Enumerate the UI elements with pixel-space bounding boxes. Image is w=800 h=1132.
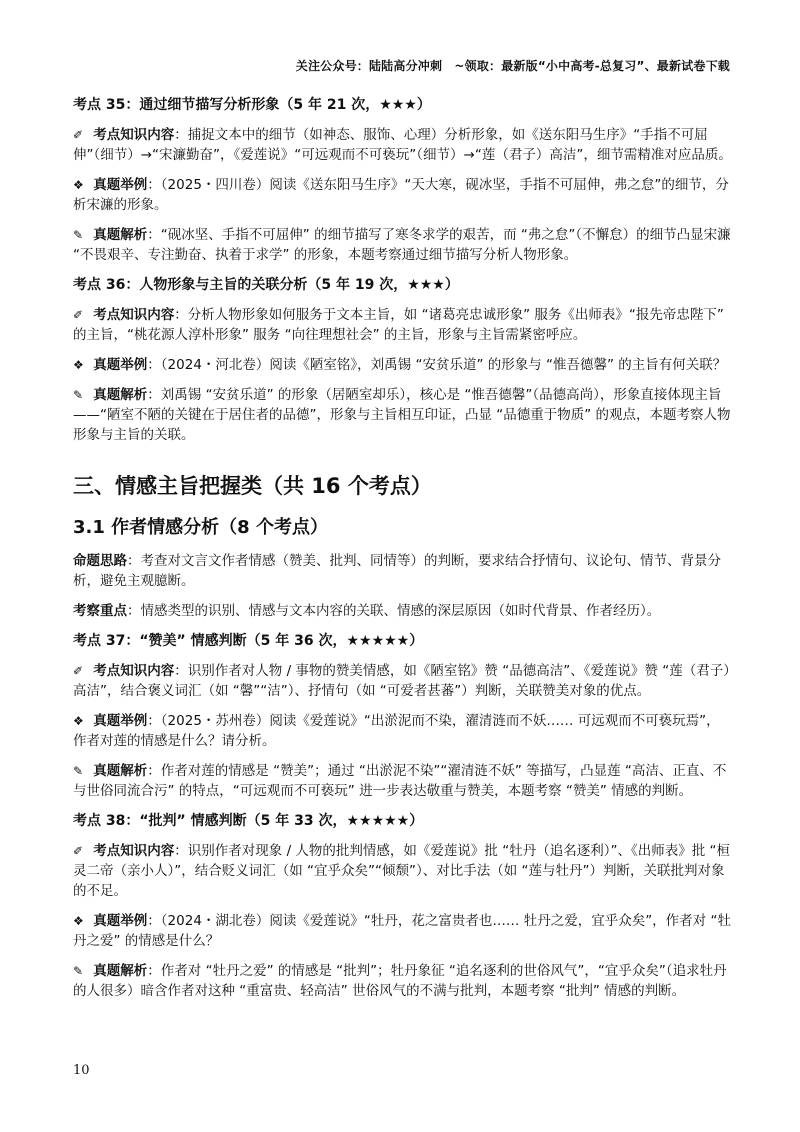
kd38-analysis — [73, 961, 733, 1001]
kd37-analysis — [73, 761, 733, 801]
analysis-text: ：刘禹锡 “安贫乐道” 的形象（居陋室却乐），核心是 “惟吾德馨”（品德高尚），形象直接体现主旨 ——“陋室不陋的关键在于居住者的品德”，形象与主旨相互印证，凸显 “品德重于物质” 的观点，本题考察人物形象与主旨的关联。 — [73, 387, 731, 443]
diamond-icon: ❖ — [73, 714, 84, 728]
example-label: 真题举例 — [93, 357, 148, 373]
example-text: ：（2025・苏州卷）阅读《爱莲说》“出淤泥而不染，濯清涟而不妖…… 可远观而不可亵玩焉”，作者对莲的情感是什么？请分析。 — [73, 713, 720, 749]
kd36-analysis — [73, 385, 733, 445]
focus-text: ：情感类型的识别、情感与文本内容的关联、情感的深层原因（如时代背景、作者经历）。 — [127, 603, 661, 619]
kd35-knowledge — [73, 125, 733, 165]
kd38-title: 考点 38：“批判” 情感判断（5 年 33 次，★★★★★） — [73, 813, 424, 829]
kd35-analysis — [73, 225, 733, 265]
kd35-title: 考点 35：通过细节描写分析形象（5 年 21 次，★★★） — [73, 97, 431, 113]
pen-icon: ✎ — [73, 228, 84, 242]
kd36-example — [73, 355, 733, 375]
analysis-label: 真题解析 — [93, 963, 148, 979]
analysis-label: 真题解析 — [93, 227, 148, 243]
subsection-heading: 3.1 作者情感分析（8 个考点） — [73, 517, 328, 538]
pen-icon: ✎ — [73, 964, 84, 978]
knowledge-label: 考点知识内容 — [93, 307, 175, 323]
exam-idea — [73, 551, 733, 591]
knowledge-label: 考点知识内容 — [93, 663, 175, 679]
example-text: ：（2024・湖北卷）阅读《爱莲说》“牡丹，花之富贵者也…… 牡丹之爱，宜乎众矣”，作者对 “牡丹之爱” 的情感是什么？ — [73, 913, 731, 949]
page-content — [73, 95, 733, 1011]
knowledge-text: ：识别作者对现象 / 人物的批判情感，如《爱莲说》批 “牡丹（追名逐利）”、《出师表》批 “桓灵二帝（亲小人）”，结合贬义词汇（如 “宜乎众矣”“倾颓”）、对比手法（如 “莲与牡丹”）判断，关联批判对象的不足。 — [73, 843, 730, 899]
analysis-label: 真题解析 — [93, 763, 148, 779]
kd37-knowledge — [73, 661, 733, 701]
knowledge-text: ：识别作者对人物 / 事物的赞美情感，如《陋室铭》赞 “品德高洁”、《爱莲说》赞 “莲（君子）高洁”，结合褒义词汇（如 “馨”“洁”）、抒情句（如 “可爱者甚蕃”）判断，关联赞美对象的优点。 — [73, 663, 730, 699]
kd38-example — [73, 911, 733, 951]
kd36-knowledge — [73, 305, 733, 345]
page-number: 10 — [73, 1063, 90, 1078]
diamond-icon: ❖ — [73, 358, 84, 372]
focus-label: 考察重点 — [73, 603, 127, 619]
analysis-text: ：“砚冰坚、手指不可屈伸” 的细节描写了寒冬求学的艰苦，而 “弗之怠”（不懈怠）的细节凸显宋濂 “不畏艰辛、专注勤奋、执着于求学” 的形象，本题考察通过细节描写分析人物形象。 — [73, 227, 731, 263]
analysis-text: ：作者对 “牡丹之爱” 的情感是 “批判”；牡丹象征 “追名逐利的世俗风气”，“宜乎众矣”（追求牡丹的人很多）暗含作者对这种 “重富贵、轻高洁” 世俗风气的不满与批判，本题考察 “批判” 情感的判断。 — [73, 963, 727, 999]
kd35-example — [73, 175, 733, 215]
analysis-text: ：作者对莲的情感是 “赞美”；通过 “出淤泥不染”“濯清涟不妖” 等描写，凸显莲 “高洁、正直、不与世俗同流合污” 的特点，“可远观而不可亵玩” 进一步表达敬重与赞美，本题考察 “赞美” 情感的判断。 — [73, 763, 727, 799]
diamond-icon: ❖ — [73, 178, 84, 192]
pencil-icon: ✐ — [73, 844, 84, 858]
pen-icon: ✎ — [73, 388, 84, 402]
knowledge-text: ：分析人物形象如何服务于文本主旨，如 “诸葛亮忠诚形象” 服务《出师表》“报先帝忠陛下” 的主旨，“桃花源人淳朴形象” 服务 “向往理想社会” 的主旨，形象与主旨需紧密呼应。 — [73, 307, 724, 343]
idea-label: 命题思路 — [73, 553, 127, 569]
pencil-icon: ✐ — [73, 308, 84, 322]
analysis-label: 真题解析 — [93, 387, 148, 403]
pen-icon: ✎ — [73, 764, 84, 778]
kd37-title: 考点 37：“赞美” 情感判断（5 年 36 次，★★★★★） — [73, 633, 424, 649]
example-label: 真题举例 — [93, 913, 148, 929]
section-heading: 三、情感主旨把握类（共 16 个考点） — [73, 474, 432, 498]
kd38-knowledge — [73, 841, 733, 901]
knowledge-label: 考点知识内容 — [93, 843, 175, 859]
kd36-title: 考点 36：人物形象与主旨的关联分析（5 年 19 次，★★★） — [73, 277, 459, 293]
example-text: ：（2024・河北卷）阅读《陋室铭》，刘禹锡 “安贫乐道” 的形象与 “惟吾德馨” 的主旨有何关联？ — [147, 357, 727, 373]
example-label: 真题举例 — [93, 713, 148, 729]
knowledge-label: 考点知识内容 — [93, 127, 175, 143]
example-label: 真题举例 — [93, 177, 148, 193]
knowledge-text: ：捕捉文本中的细节（如神态、服饰、心理）分析形象，如《送东阳马生序》“手指不可屈伸”（细节）→“宋濂勤奋”，《爱莲说》“可远观而不可亵玩”（细节）→“莲（君子）高洁”，细节需精准对应品质。 — [73, 127, 732, 163]
kd37-example — [73, 711, 733, 751]
example-text: ：（2025・四川卷）阅读《送东阳马生序》“天大寒，砚冰坚，手指不可屈伸，弗之怠”的细节，分析宋濂的形象。 — [73, 177, 729, 213]
pencil-icon: ✐ — [73, 664, 84, 678]
diamond-icon: ❖ — [73, 914, 84, 928]
page-header: 关注公众号：陆陆高分冲刺 ~领取：最新版“小中高考-总复习”、最新试卷下载 — [295, 59, 730, 73]
pencil-icon: ✐ — [73, 128, 84, 142]
idea-text: ：考查对文言文作者情感（赞美、批判、同情等）的判断，要求结合抒情句、议论句、情节、背景分析，避免主观臆断。 — [73, 553, 721, 589]
exam-focus — [73, 601, 733, 621]
